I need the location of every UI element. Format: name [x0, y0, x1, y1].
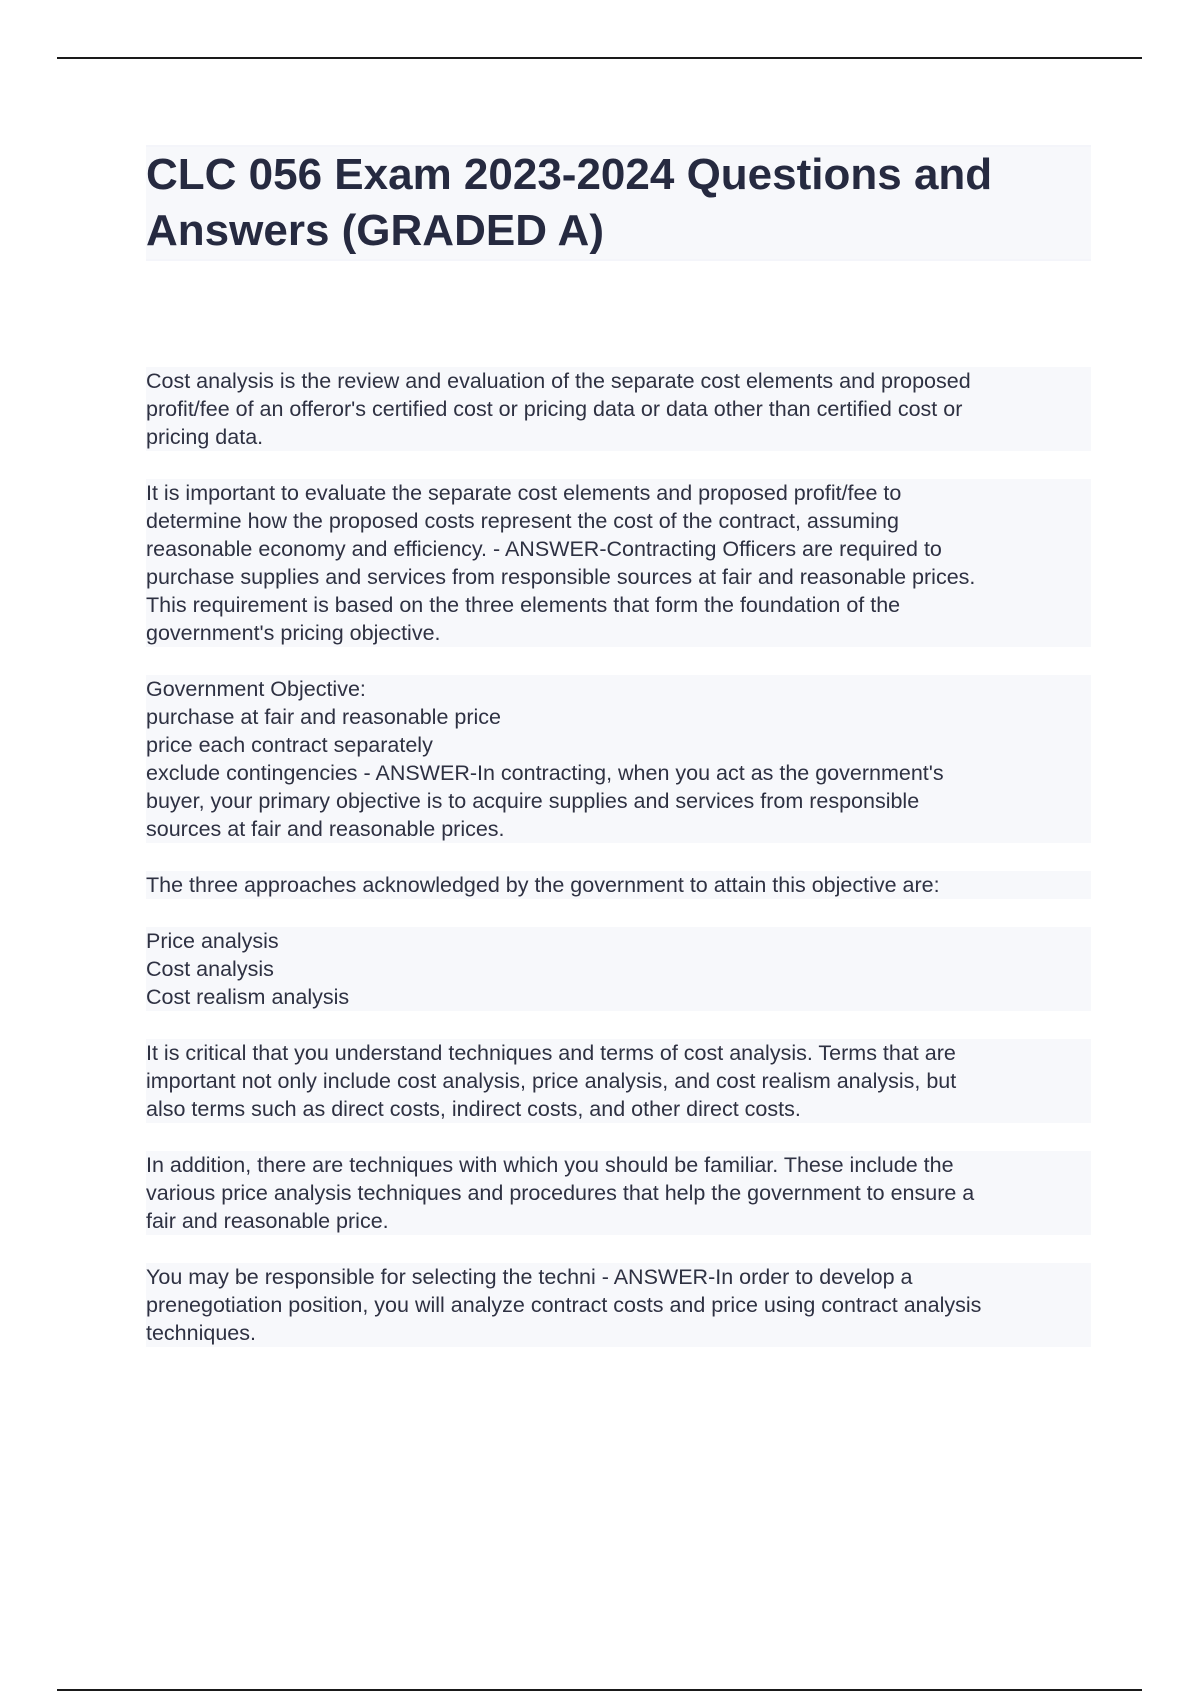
- text-line: It is critical that you understand techniques and terms of cost analysis. Terms that are: [146, 1039, 1091, 1067]
- title-line: Answers (GRADED A): [146, 203, 1091, 259]
- text-line: determine how the proposed costs represent the cost of the contract, assuming: [146, 507, 1091, 535]
- text-line: You may be responsible for selecting the techni - ANSWER-In order to develop a: [146, 1263, 1091, 1291]
- text-line: pricing data.: [146, 423, 1091, 451]
- text-line: prenegotiation position, you will analyze contract costs and price using contract analysis: [146, 1291, 1091, 1319]
- text-line: various price analysis techniques and procedures that help the government to ensure a: [146, 1179, 1091, 1207]
- paragraph: [146, 675, 1091, 843]
- text-line: buyer, your primary objective is to acquire supplies and services from responsible: [146, 787, 1091, 815]
- text-line: The three approaches acknowledged by the government to attain this objective are:: [146, 871, 1091, 899]
- text-line: important not only include cost analysis, price analysis, and cost realism analysis, but: [146, 1067, 1091, 1095]
- paragraph: [146, 1039, 1091, 1123]
- paragraph: [146, 927, 1091, 1011]
- text-line: Government Objective:: [146, 675, 1091, 703]
- text-line: Cost analysis: [146, 955, 1091, 983]
- text-line: reasonable economy and efficiency. - ANSWER-Contracting Officers are required to: [146, 535, 1091, 563]
- text-line: This requirement is based on the three elements that form the foundation of the: [146, 591, 1091, 619]
- text-line: sources at fair and reasonable prices.: [146, 815, 1091, 843]
- text-line: Cost analysis is the review and evaluation of the separate cost elements and proposed: [146, 367, 1091, 395]
- text-line: also terms such as direct costs, indirect costs, and other direct costs.: [146, 1095, 1091, 1123]
- paragraph: [146, 1151, 1091, 1235]
- top-rule: [57, 57, 1142, 59]
- text-line: exclude contingencies - ANSWER-In contracting, when you act as the government's: [146, 759, 1091, 787]
- text-line: It is important to evaluate the separate cost elements and proposed profit/fee to: [146, 479, 1091, 507]
- text-line: purchase supplies and services from responsible sources at fair and reasonable prices.: [146, 563, 1091, 591]
- text-line: profit/fee of an offeror's certified cost or pricing data or data other than certified cost or: [146, 395, 1091, 423]
- text-line: government's pricing objective.: [146, 619, 1091, 647]
- text-line: techniques.: [146, 1319, 1091, 1347]
- text-line: fair and reasonable price.: [146, 1207, 1091, 1235]
- paragraph: [146, 871, 1091, 899]
- document-page: [146, 145, 1091, 1375]
- text-line: price each contract separately: [146, 731, 1091, 759]
- text-line: Cost realism analysis: [146, 983, 1091, 1011]
- document-body: [146, 367, 1091, 1347]
- paragraph: [146, 367, 1091, 451]
- paragraph: [146, 1263, 1091, 1347]
- document-title: [146, 145, 1091, 261]
- paragraph: [146, 479, 1091, 647]
- title-line: CLC 056 Exam 2023-2024 Questions and: [146, 147, 1091, 203]
- text-line: Price analysis: [146, 927, 1091, 955]
- bottom-rule: [57, 1689, 1142, 1691]
- text-line: purchase at fair and reasonable price: [146, 703, 1091, 731]
- text-line: In addition, there are techniques with which you should be familiar. These include the: [146, 1151, 1091, 1179]
